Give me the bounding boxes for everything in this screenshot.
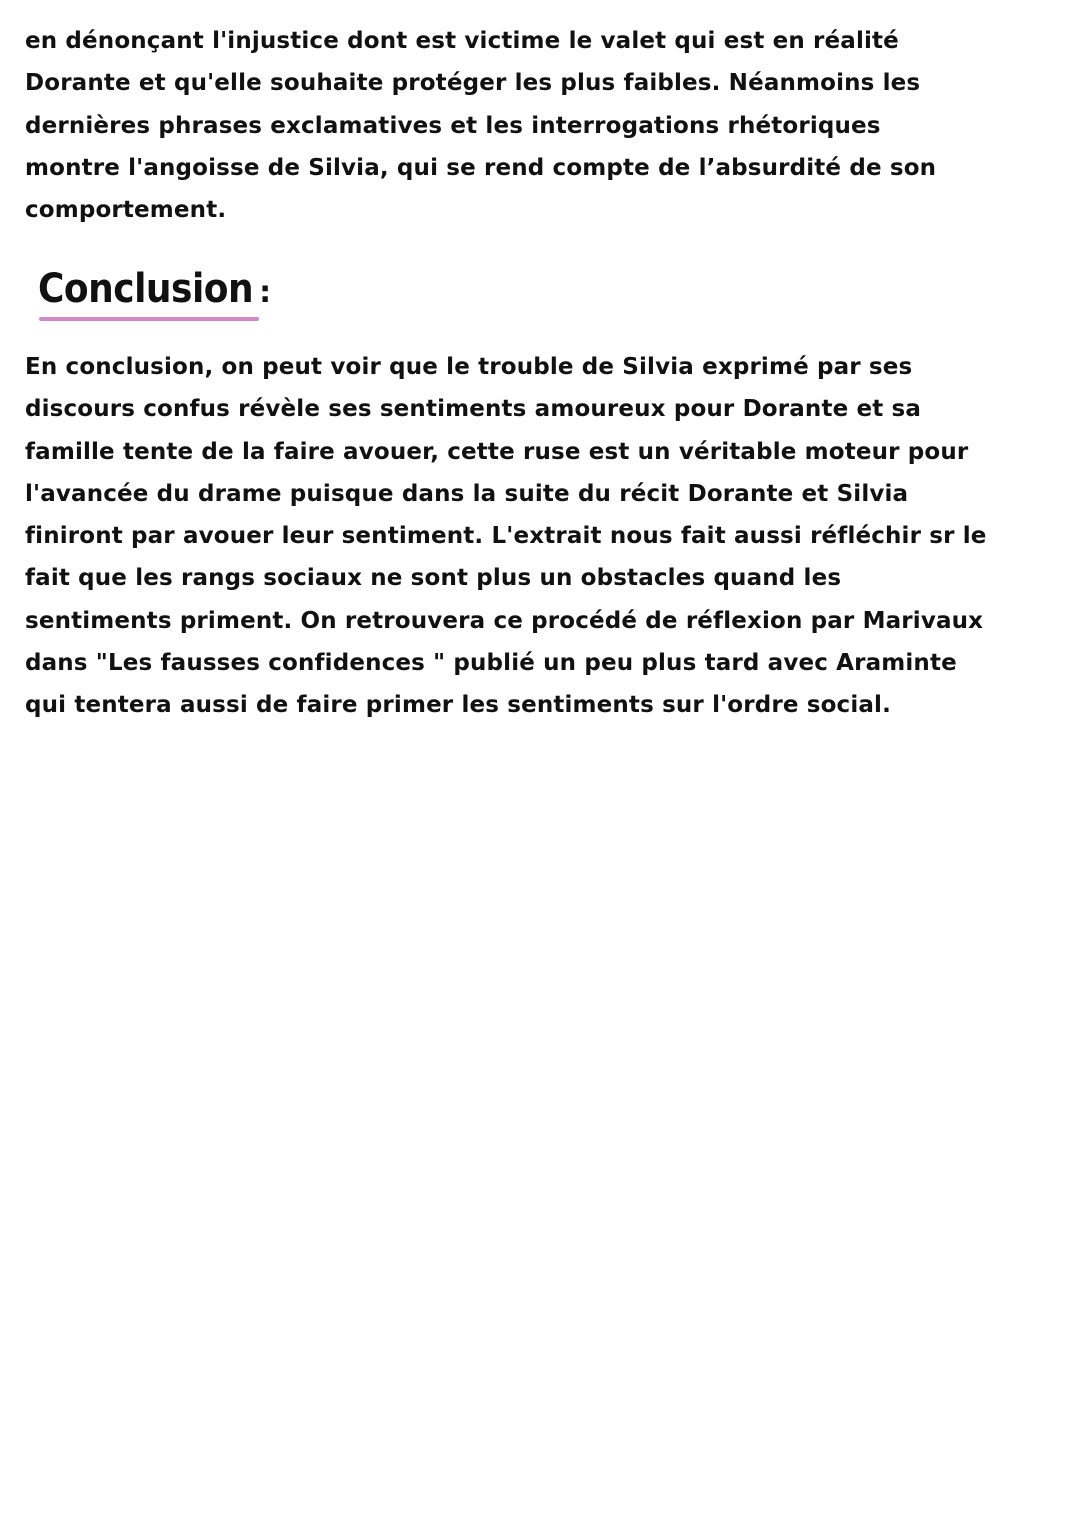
conclusion-line: l'avancée du drame puisque dans la suite du récit Dorante et Silvia [25, 480, 909, 507]
intro-paragraph [25, 20, 1065, 231]
intro-line: Dorante et qu'elle souhaite protéger les plus faibles. Néanmoins les [25, 70, 921, 97]
conclusion-line: dans "Les fausses confidences " publié un peu plus tard avec Araminte [25, 650, 957, 677]
intro-line: comportement. [25, 197, 227, 224]
intro-line: en dénonçant l'injustice dont est victime le valet qui est en réalité [25, 28, 899, 54]
conclusion-line: famille tente de la faire avouer, cette ruse est un véritable moteur pour [25, 438, 969, 465]
intro-line: montre l'angoisse de Silvia, qui se rend compte de l’absurdité de son [25, 154, 937, 181]
heading-underline [39, 317, 259, 321]
conclusion-line: sentiments priment. On retrouvera ce procédé de réflexion par Marivaux [25, 607, 984, 634]
conclusion-line: finiront par avouer leur sentiment. L'extrait nous fait aussi réfléchir sr le [25, 523, 987, 550]
conclusion-paragraph [25, 346, 1065, 727]
conclusion-heading-colon: : [259, 275, 271, 310]
conclusion-heading [38, 263, 271, 319]
conclusion-line: fait que les rangs sociaux ne sont plus un obstacles quand les [25, 565, 842, 592]
conclusion-line: qui tentera aussi de faire primer les sentiments sur l'ordre social. [25, 692, 891, 719]
conclusion-line: discours confus révèle ses sentiments amoureux pour Dorante et sa [25, 396, 922, 423]
conclusion-heading-text: Conclusion [38, 266, 254, 312]
conclusion-line: En conclusion, on peut voir que le trouble de Silvia exprimé par ses [25, 354, 913, 380]
intro-line: dernières phrases exclamatives et les interrogations rhétoriques [25, 112, 881, 139]
